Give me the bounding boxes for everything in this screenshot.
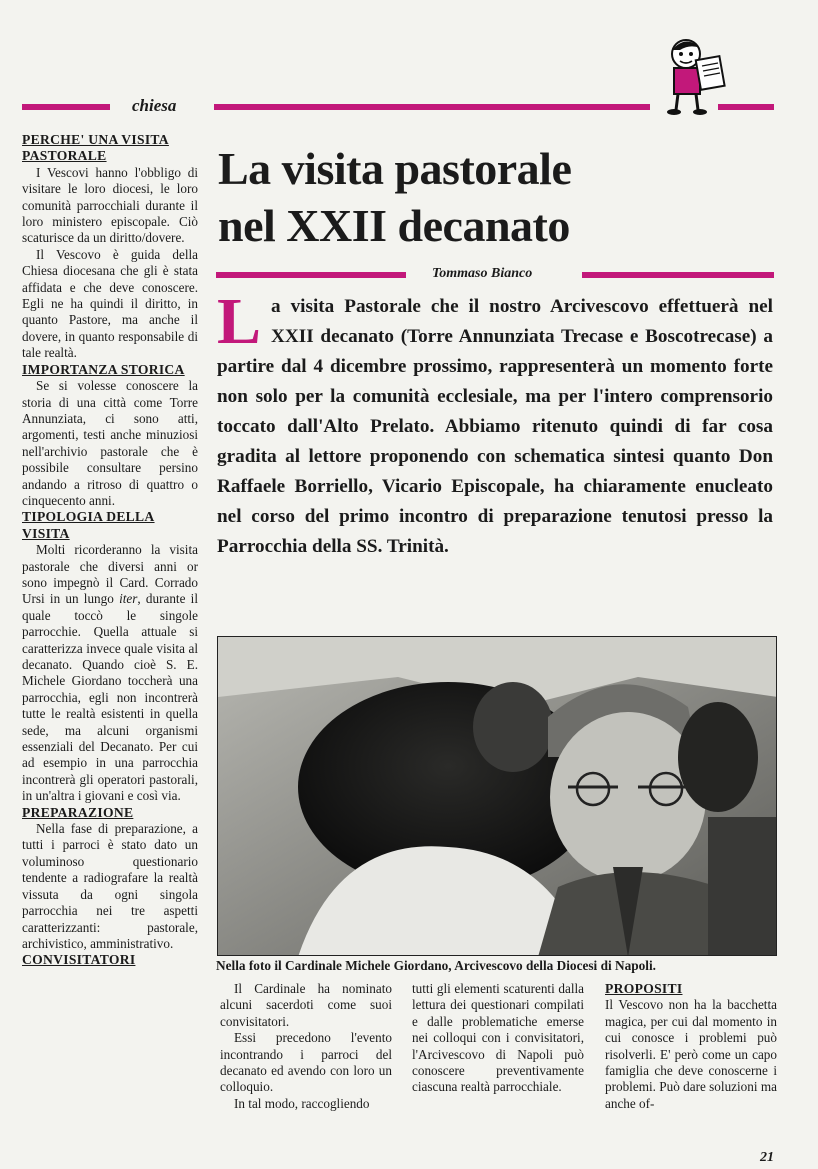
- header-rule-main: [214, 104, 650, 110]
- sidebar-column: [22, 132, 198, 969]
- sidebar-heading: IMPORTANZA STORICA: [22, 361, 185, 377]
- body-paragraph: Il Cardinale ha nominato alcuni sacerdoti come suoi convisitatori.: [220, 981, 392, 1029]
- body-heading: PROPOSITI: [605, 981, 683, 996]
- body-paragraph: tutti gli elementi scaturenti dalla lettura dei questionari compilati e dalle problematiche emerse nei colloqui con i convisitatori, l'Arcivescovo di Napoli può conoscere preventivamente ciascuna realtà parrocchiale.: [412, 981, 584, 1095]
- article-title: La visita pastorale nel XXII decanato: [218, 143, 572, 251]
- photo-caption: Nella foto il Cardinale Michele Giordano, Arcivescovo della Diocesi di Napoli.: [216, 958, 656, 973]
- sidebar-paragraph: Molti ricorderanno la visita pastorale che diversi anni or sono impegnò il Card. Corrado Ursi in un lungo iter, durante il quale toccò le singole parrocchie. Quella attuale si caratterizza invece quale visita al decanato. Quando cioè S. E. Michele Giordano toccherà una parrocchia, egli non incontrerà tutte le realtà esistenti in quella sede, ma alcuni organismi essenziali del Decanato. Per cui ad esempio in una parrocchia incontrerà gli operatori pastorali, in un'altra i giovani e così via.: [22, 542, 198, 804]
- section-label: chiesa: [132, 96, 177, 115]
- sidebar-heading: CONVISITATORI: [22, 952, 136, 968]
- header-rule-left: [22, 104, 110, 110]
- sidebar-heading: PREPARAZIONE: [22, 804, 134, 820]
- sidebar-paragraph: Il Vescovo è guida della Chiesa diocesana che gli è stata affidata e che deve conoscere. Egli ne ha quindi il diritto, in quanto Pastore, ma anche il dovere, in quanto responsabile di tale realtà.: [22, 246, 198, 361]
- body-column-1: [220, 981, 392, 1112]
- body-paragraph: In tal modo, raccogliendo: [234, 1095, 370, 1111]
- sidebar-heading: PERCHE' UNA VISITA PASTORALE: [22, 132, 169, 164]
- body-column-2: [412, 981, 584, 1096]
- sidebar-heading: TIPOLOGIA DELLA VISITA: [22, 509, 155, 541]
- sidebar-paragraph: Nella fase di preparazione, a tutti i parroci è stato dato un voluminoso questionario tendente a radiografare la realtà vissuta da ogni singola parrocchia nei tre aspetti caratterizzanti: pastorale, archivistico, amministrativo.: [22, 821, 198, 951]
- page-number: 21: [760, 1150, 774, 1165]
- body-paragraph: Il Vescovo non ha la bacchetta magica, per cui dal momento in cui conosce i problemi può risolverli. E' però come un capo famiglia che deve conoscerne i problemi. Può dare soluzioni ma anche of-: [605, 997, 777, 1111]
- sidebar-paragraph: I Vescovi hanno l'obbligo di visitare le loro diocesi, le loro comunità parrocchiali durante il loro ministero episcopale. Ciò scaturisce da un diritto/dovere.: [22, 164, 198, 246]
- author-byline: Tommaso Bianco: [432, 266, 533, 281]
- body-column-3: [605, 981, 777, 1112]
- byline-rule-right: [582, 272, 774, 278]
- header-rule-right: [718, 104, 774, 110]
- byline-rule-left: [216, 272, 406, 278]
- body-paragraph: Essi precedono l'evento incontrando i parroci del decanato ed avendo con loro un colloquio.: [220, 1030, 392, 1095]
- cardinal-photo: [217, 636, 777, 956]
- lead-paragraph: La visita Pastorale che il nostro Arcivescovo effettuerà nel XXII decanato (Torre Annunziata Trecase e Boscotrecase) a partire dal 4 dicembre prossimo, rappresenterà un momento forte non solo per la comunità ecclesiale, ma per l'intero comprensorio toccato dall'Alto Prelato. Abbiamo ritenuto quindi di far cosa gradita al lettore proponendo con schematica sintesi quanto Don Raffaele Borriello, Vicario Episcopale, ha chiaramente enucleato nel corso del primo incontro di preparazione tenutosi presso la Parrocchia della SS. Trinità.: [217, 285, 773, 557]
- sidebar-paragraph: Se si volesse conoscere la storia di una città come Torre Annunziata, ci sono atti, argomenti, testi anche minuziosi nell'archivio pastorale che è possibile consultare persino andando a ritroso di quattro o cinquecento anni.: [22, 378, 198, 508]
- drop-cap: L: [217, 285, 262, 358]
